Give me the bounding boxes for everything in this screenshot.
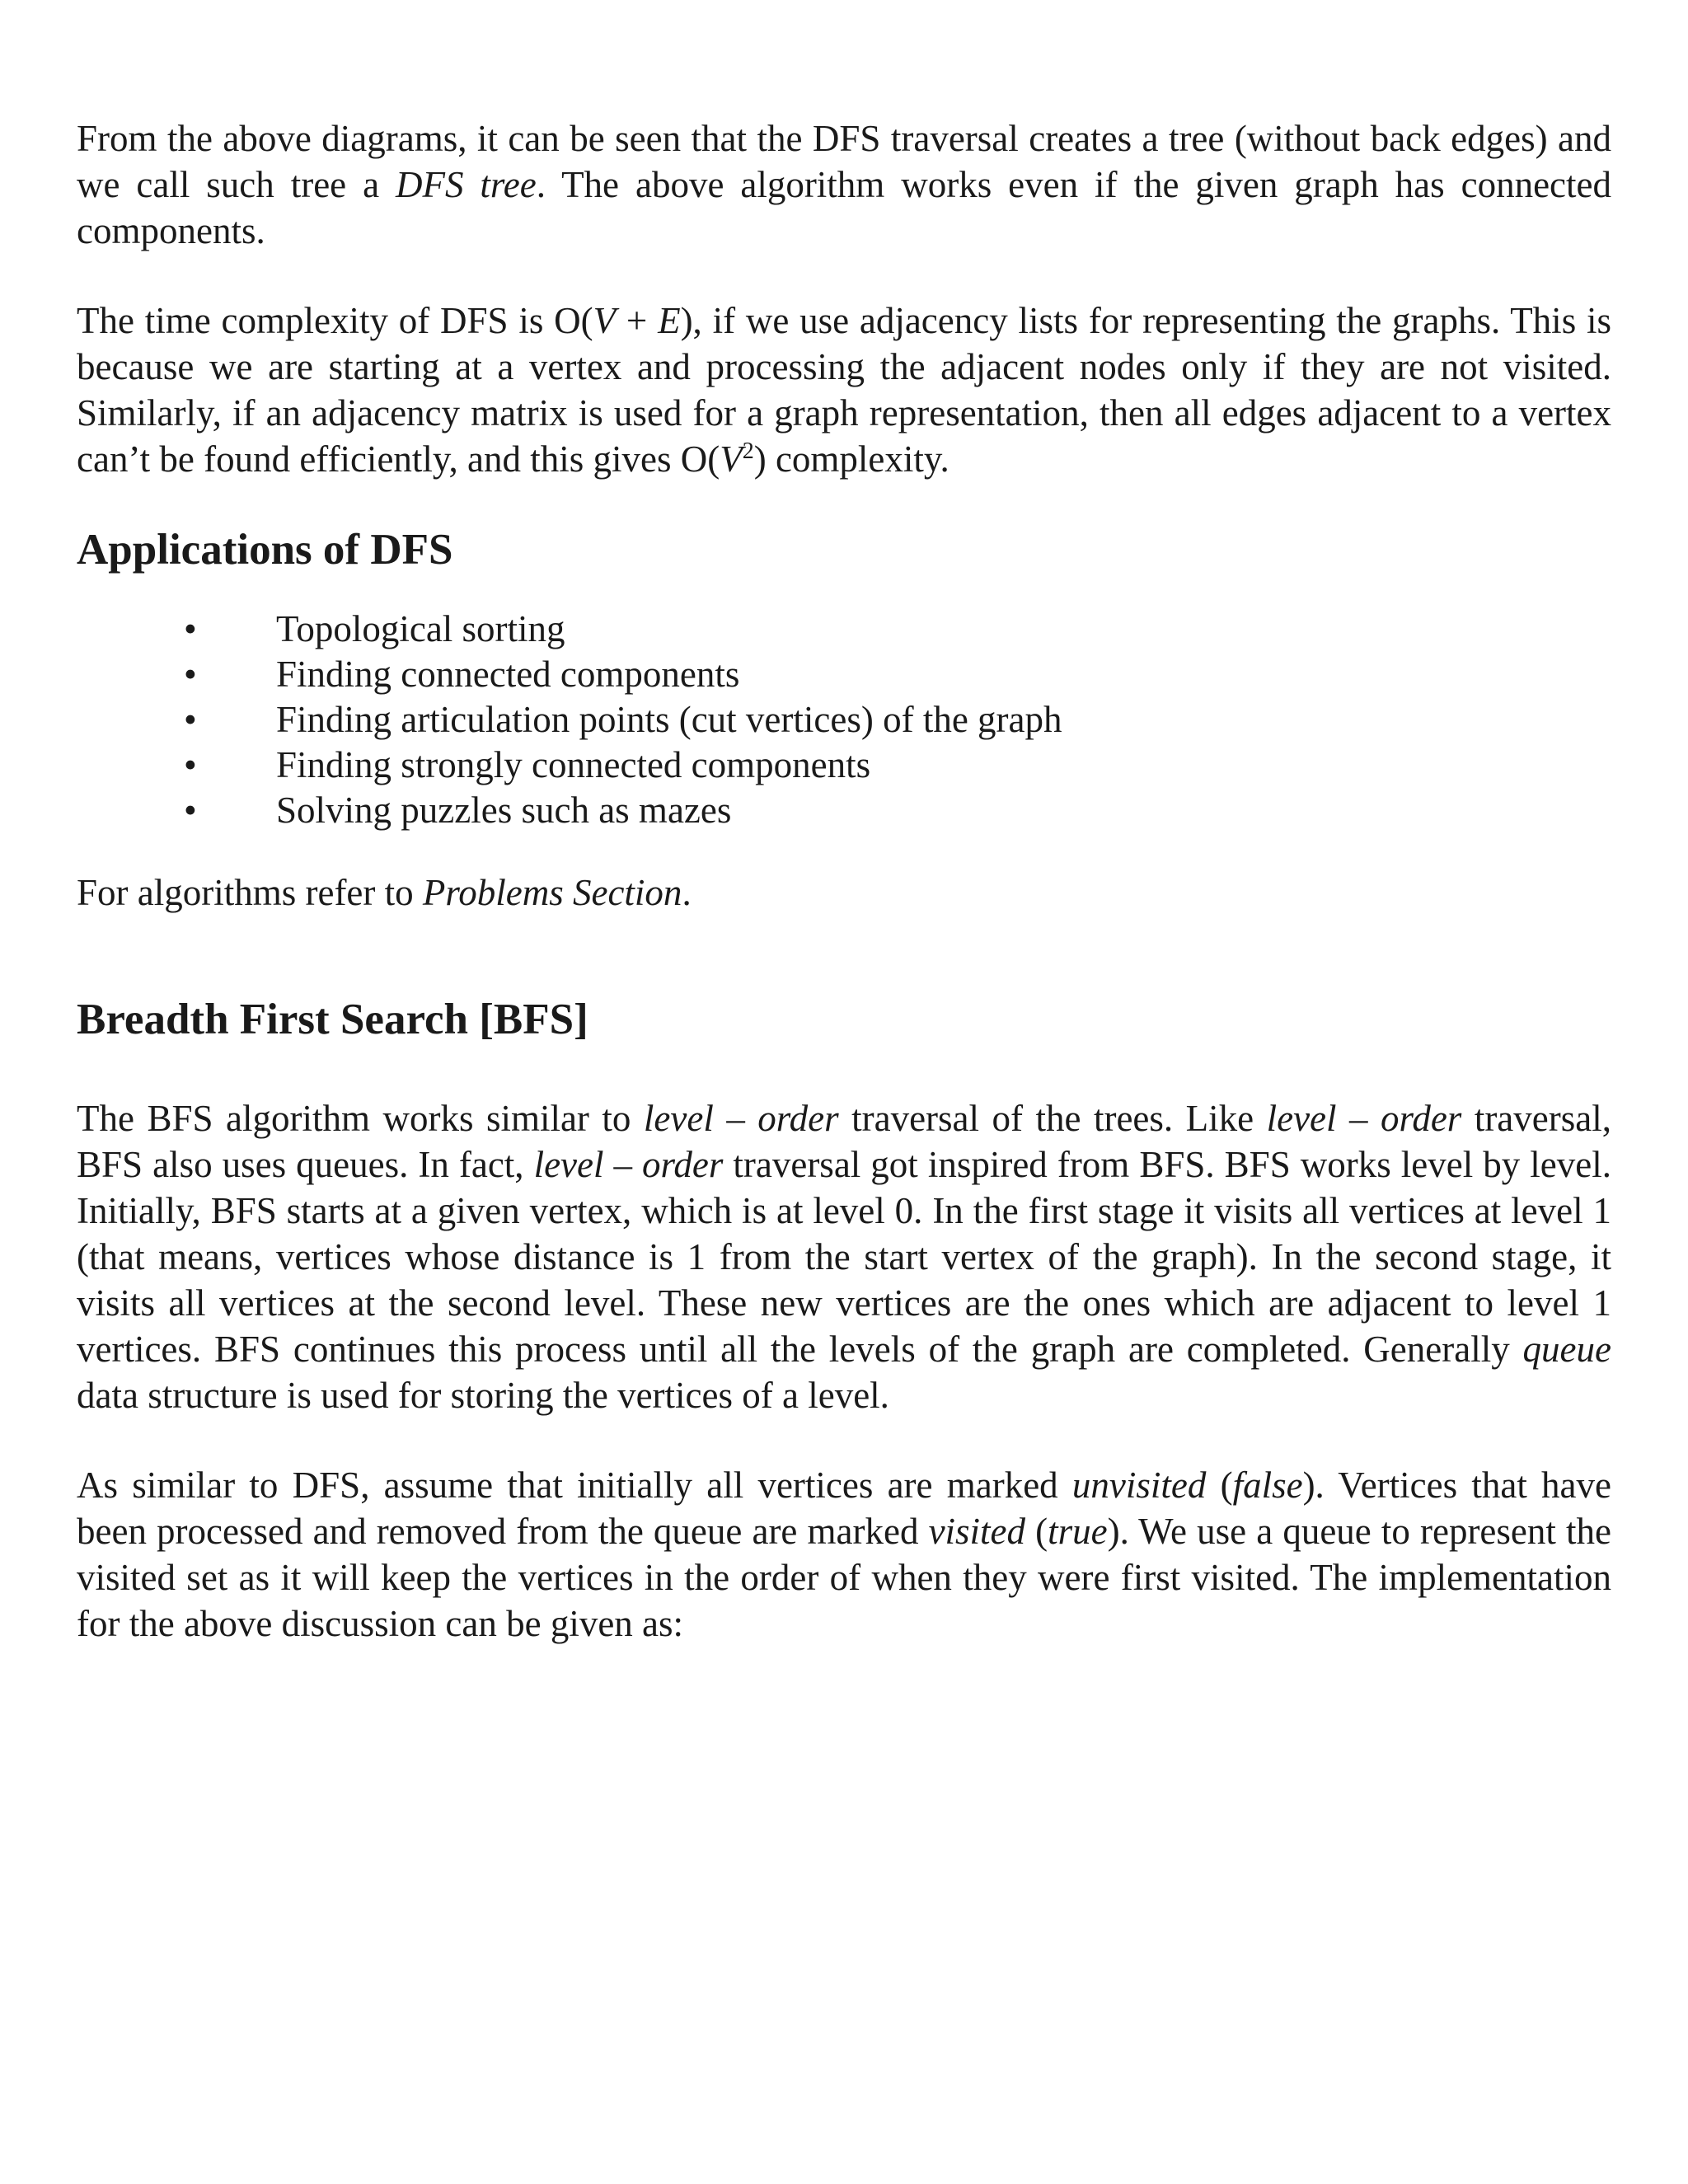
superscript-2: 2 (742, 438, 754, 464)
emphasis-visited: visited (928, 1511, 1026, 1552)
paragraph-refer-problems (77, 869, 1611, 916)
paragraph-bfs-intro (77, 1095, 1611, 1418)
bullet-icon: • (184, 699, 197, 740)
list-item-text: Topological sorting (276, 608, 565, 649)
list-item (77, 607, 1611, 652)
paragraph-dfs-tree (77, 115, 1611, 254)
text-run: . The above algorithm works even if the given graph has connected components. (77, 164, 1611, 251)
text-run: From the above diagrams, it can be seen that the DFS traversal creates a tree (without back edges) and we call such tree a (77, 118, 1611, 205)
paragraph-bfs-visited (77, 1462, 1611, 1647)
emphasis-dfs-tree: DFS tree (395, 164, 537, 205)
text-run: ( (1025, 1511, 1048, 1552)
heading-breadth-first-search: Breadth First Search [BFS] (77, 996, 588, 1043)
emphasis-false: false (1232, 1465, 1303, 1506)
text-run: ) complexity. (753, 438, 950, 480)
list-item-text: Finding articulation points (cut vertices) of the graph (276, 699, 1062, 740)
emphasis-level-order: level – order (643, 1098, 839, 1139)
emphasis-queue: queue (1522, 1329, 1611, 1370)
list-item (77, 652, 1611, 697)
emphasis-e: E (658, 300, 681, 341)
emphasis-level-order: level – order (533, 1144, 724, 1185)
bullet-icon: • (184, 744, 197, 785)
emphasis-true: true (1048, 1511, 1108, 1552)
text-run: traversal got inspired from BFS. BFS works level by level. Initially, BFS starts at a given vertex, which is at level 0. In the first stage it visits all vertices at level 1 (that means, vertices whose distance is 1 from the start vertex of the graph). In the second stage, it visits all vertices at the second level. These new vertices are the ones which are adjacent to level 1 vertices. BFS continues this process until all the levels of the graph are completed. Generally (77, 1144, 1611, 1370)
text-run: The BFS algorithm works similar to (77, 1098, 644, 1139)
emphasis-v-squared: V (720, 438, 743, 480)
text-run: traversal of the trees. Like (838, 1098, 1267, 1139)
text-run: ( (1206, 1465, 1233, 1506)
paragraph-dfs-complexity (77, 298, 1611, 482)
emphasis-unvisited: unvisited (1071, 1465, 1207, 1506)
bullet-icon: • (184, 654, 197, 695)
heading-applications-of-dfs: Applications of DFS (77, 526, 453, 574)
text-run: . (682, 872, 692, 913)
text-run: ), if we use adjacency lists for representing the graphs. This is because we are starting at a vertex and processing the adjacent nodes only if they are not visited. Similarly, if an adjacency matrix is used for a graph representation, then all edges adjacent to a vertex can’t be found efficiently, and this gives O( (77, 300, 1611, 480)
list-item (77, 743, 1611, 788)
text-run: ). We use a queue to represent the visited set as it will keep the vertices in the order of when they were first visited. The implementation for the above discussion can be given as: (77, 1511, 1611, 1644)
document-page (77, 115, 1611, 1647)
applications-list (77, 607, 1611, 833)
list-item-text: Finding strongly connected components (276, 744, 871, 785)
bullet-icon: • (184, 608, 197, 649)
text-run: The time complexity of DFS is O( (77, 300, 593, 341)
emphasis-v: V (593, 300, 617, 341)
text-run: + (616, 300, 659, 341)
bullet-icon: • (184, 790, 197, 831)
text-run: traversal, BFS also uses queues. In fact, (77, 1098, 1611, 1185)
text-run: ). Vertices that have been processed and removed from the queue are marked (77, 1465, 1611, 1552)
list-item-text: Finding connected components (276, 654, 740, 695)
text-run: For algorithms refer to (77, 872, 423, 913)
emphasis-problems-section: Problems Section (422, 872, 682, 913)
list-item-text: Solving puzzles such as mazes (276, 790, 732, 831)
text-run: As similar to DFS, assume that initially all vertices are marked (77, 1465, 1072, 1506)
list-item (77, 788, 1611, 833)
emphasis-level-order: level – order (1266, 1098, 1462, 1139)
list-item (77, 697, 1611, 743)
text-run: data structure is used for storing the vertices of a level. (77, 1375, 889, 1416)
